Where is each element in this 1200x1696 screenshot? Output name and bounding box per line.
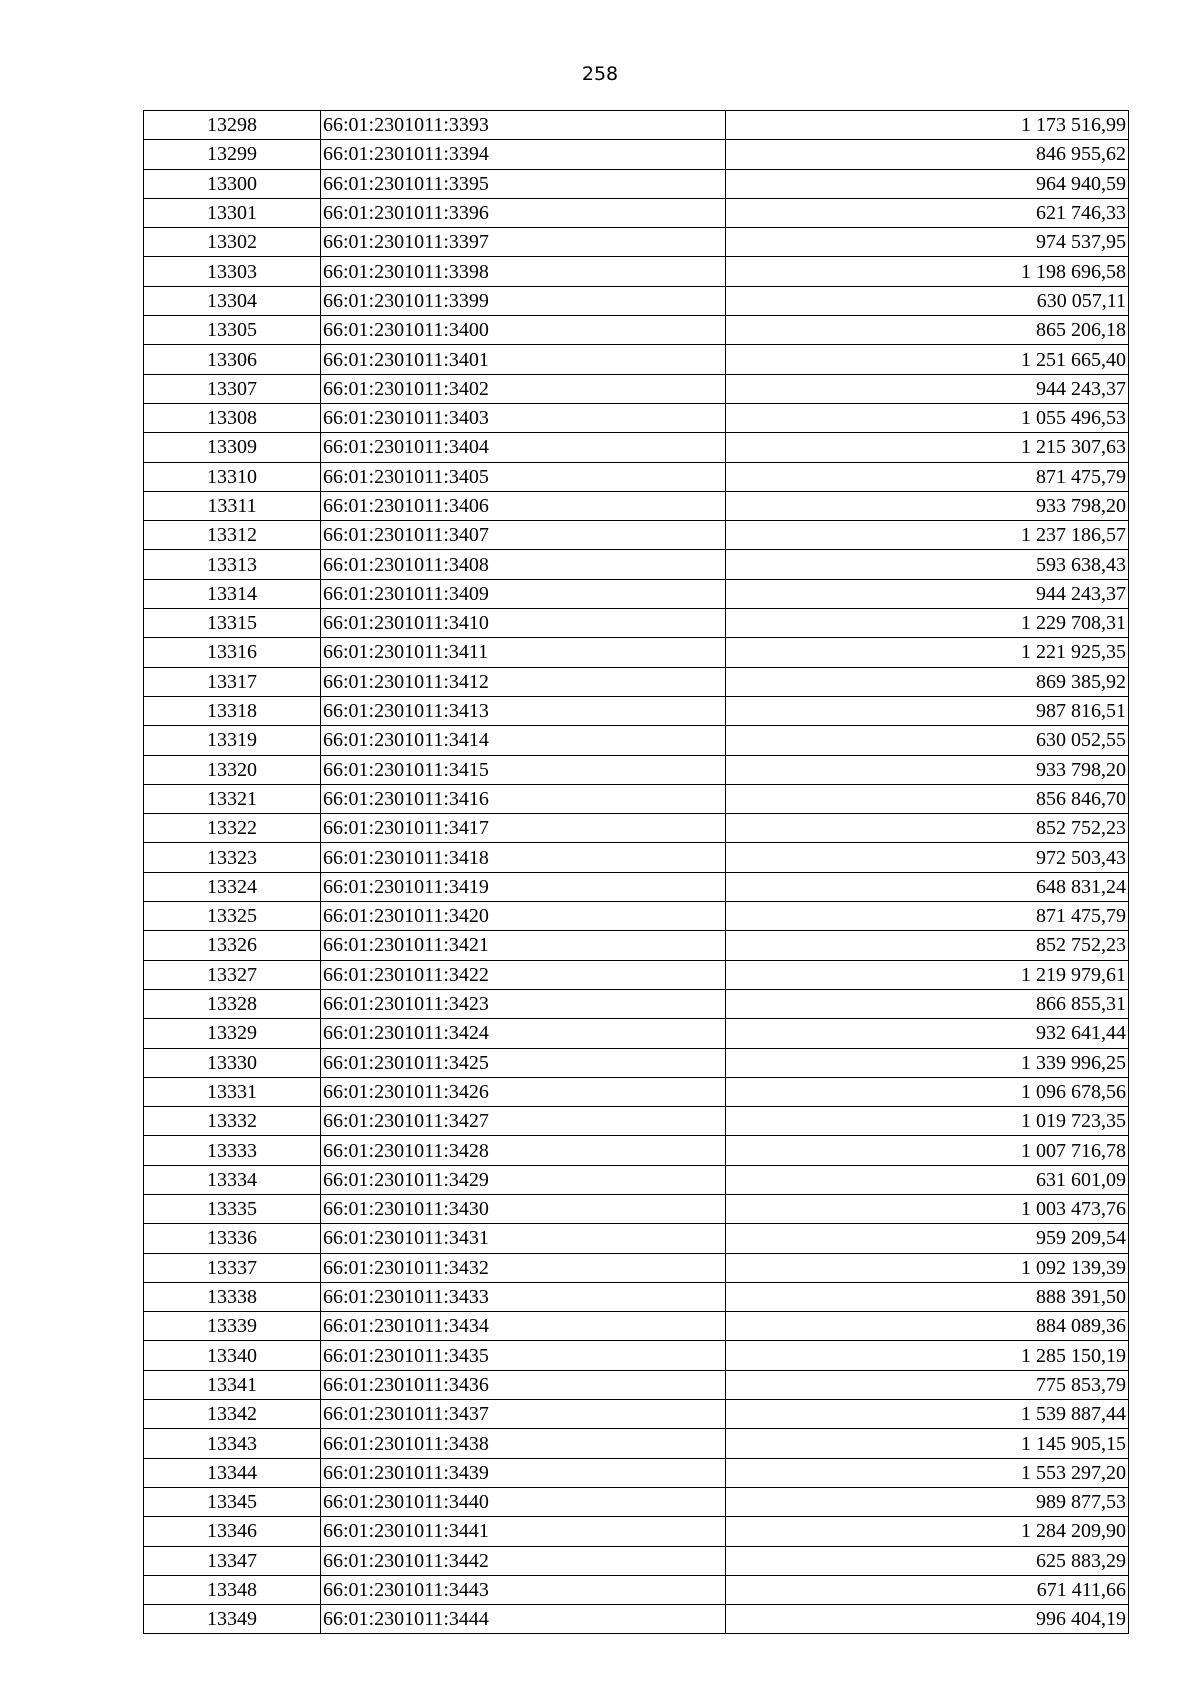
table-row (144, 638, 1129, 667)
cadastral-number-cell: 66:01:2301011:3396 (321, 198, 726, 227)
row-number-cell: 13302 (144, 228, 321, 257)
cadastral-value-cell: 888 391,50 (726, 1282, 1129, 1311)
cadastral-number-cell: 66:01:2301011:3399 (321, 286, 726, 315)
table-row (144, 1136, 1129, 1165)
cadastral-number-cell: 66:01:2301011:3394 (321, 140, 726, 169)
cadastral-number-cell: 66:01:2301011:3429 (321, 1165, 726, 1194)
row-number-cell: 13316 (144, 638, 321, 667)
cadastral-value-cell: 944 243,37 (726, 374, 1129, 403)
cadastral-value-cell: 1 215 307,63 (726, 433, 1129, 462)
cadastral-number-cell: 66:01:2301011:3438 (321, 1429, 726, 1458)
cadastral-number-cell: 66:01:2301011:3393 (321, 111, 726, 140)
row-number-cell: 13343 (144, 1429, 321, 1458)
cadastral-number-cell: 66:01:2301011:3397 (321, 228, 726, 257)
cadastral-value-cell: 865 206,18 (726, 316, 1129, 345)
table-row (144, 198, 1129, 227)
table-row (144, 169, 1129, 198)
cadastral-number-cell: 66:01:2301011:3415 (321, 755, 726, 784)
row-number-cell: 13299 (144, 140, 321, 169)
row-number-cell: 13335 (144, 1194, 321, 1223)
cadastral-value-cell: 964 940,59 (726, 169, 1129, 198)
cadastral-number-cell: 66:01:2301011:3427 (321, 1107, 726, 1136)
cadastral-value-cell: 932 641,44 (726, 1019, 1129, 1048)
page-number: 258 (581, 63, 619, 85)
table-row (144, 1312, 1129, 1341)
table-row (144, 140, 1129, 169)
cadastral-value-cell: 1 229 708,31 (726, 609, 1129, 638)
row-number-cell: 13321 (144, 784, 321, 813)
cadastral-number-cell: 66:01:2301011:3431 (321, 1224, 726, 1253)
cadastral-number-cell: 66:01:2301011:3410 (321, 609, 726, 638)
table-row (144, 1107, 1129, 1136)
row-number-cell: 13349 (144, 1605, 321, 1634)
cadastral-value-cell: 1 221 925,35 (726, 638, 1129, 667)
table-row (144, 228, 1129, 257)
table-row (144, 1194, 1129, 1223)
cadastral-number-cell: 66:01:2301011:3421 (321, 931, 726, 960)
row-number-cell: 13301 (144, 198, 321, 227)
cadastral-number-cell: 66:01:2301011:3424 (321, 1019, 726, 1048)
cadastral-value-cell: 671 411,66 (726, 1575, 1129, 1604)
cadastral-value-cell: 933 798,20 (726, 491, 1129, 520)
cadastral-number-cell: 66:01:2301011:3419 (321, 872, 726, 901)
row-number-cell: 13333 (144, 1136, 321, 1165)
cadastral-value-cell: 871 475,79 (726, 462, 1129, 491)
row-number-cell: 13341 (144, 1370, 321, 1399)
cadastral-number-cell: 66:01:2301011:3434 (321, 1312, 726, 1341)
table-row (144, 931, 1129, 960)
row-number-cell: 13334 (144, 1165, 321, 1194)
row-number-cell: 13313 (144, 550, 321, 579)
table-row (144, 1400, 1129, 1429)
table-row (144, 1253, 1129, 1282)
cadastral-value-cell: 1 019 723,35 (726, 1107, 1129, 1136)
row-number-cell: 13325 (144, 902, 321, 931)
table-row (144, 433, 1129, 462)
cadastral-value-cell: 1 285 150,19 (726, 1341, 1129, 1370)
cadastral-value-cell: 1 003 473,76 (726, 1194, 1129, 1223)
table-row (144, 1575, 1129, 1604)
cadastral-value-cell: 630 057,11 (726, 286, 1129, 315)
row-number-cell: 13314 (144, 579, 321, 608)
table-row (144, 491, 1129, 520)
row-number-cell: 13338 (144, 1282, 321, 1311)
cadastral-number-cell: 66:01:2301011:3428 (321, 1136, 726, 1165)
row-number-cell: 13307 (144, 374, 321, 403)
row-number-cell: 13347 (144, 1546, 321, 1575)
table-row (144, 1224, 1129, 1253)
cadastral-value-cell: 944 243,37 (726, 579, 1129, 608)
cadastral-number-cell: 66:01:2301011:3403 (321, 403, 726, 432)
table-row (144, 814, 1129, 843)
cadastral-value-cell: 630 052,55 (726, 726, 1129, 755)
cadastral-value-cell: 856 846,70 (726, 784, 1129, 813)
table-row (144, 989, 1129, 1018)
cadastral-number-cell: 66:01:2301011:3432 (321, 1253, 726, 1282)
row-number-cell: 13322 (144, 814, 321, 843)
row-number-cell: 13329 (144, 1019, 321, 1048)
table-row (144, 726, 1129, 755)
cadastral-number-cell: 66:01:2301011:3441 (321, 1517, 726, 1546)
cadastral-value-cell: 631 601,09 (726, 1165, 1129, 1194)
cadastral-value-cell: 1 219 979,61 (726, 960, 1129, 989)
row-number-cell: 13320 (144, 755, 321, 784)
cadastral-value-cell: 648 831,24 (726, 872, 1129, 901)
cadastral-number-cell: 66:01:2301011:3411 (321, 638, 726, 667)
row-number-cell: 13323 (144, 843, 321, 872)
cadastral-number-cell: 66:01:2301011:3398 (321, 257, 726, 286)
row-number-cell: 13317 (144, 667, 321, 696)
cadastral-value-cell: 1 539 887,44 (726, 1400, 1129, 1429)
row-number-cell: 13328 (144, 989, 321, 1018)
row-number-cell: 13330 (144, 1048, 321, 1077)
table-body (144, 111, 1129, 1634)
cadastral-number-cell: 66:01:2301011:3413 (321, 696, 726, 725)
cadastral-number-cell: 66:01:2301011:3414 (321, 726, 726, 755)
table-row (144, 1048, 1129, 1077)
cadastral-value-cell: 959 209,54 (726, 1224, 1129, 1253)
row-number-cell: 13310 (144, 462, 321, 491)
cadastral-value-cell: 933 798,20 (726, 755, 1129, 784)
cadastral-value-cell: 871 475,79 (726, 902, 1129, 931)
cadastral-value-cell: 996 404,19 (726, 1605, 1129, 1634)
table-row (144, 755, 1129, 784)
cadastral-number-cell: 66:01:2301011:3436 (321, 1370, 726, 1399)
table-row (144, 1077, 1129, 1106)
cadastral-value-cell: 989 877,53 (726, 1487, 1129, 1516)
table-row (144, 550, 1129, 579)
cadastral-number-cell: 66:01:2301011:3400 (321, 316, 726, 345)
cadastral-value-table (143, 110, 1129, 1634)
table-row (144, 667, 1129, 696)
table-row (144, 345, 1129, 374)
cadastral-number-cell: 66:01:2301011:3409 (321, 579, 726, 608)
row-number-cell: 13332 (144, 1107, 321, 1136)
table-row (144, 1517, 1129, 1546)
row-number-cell: 13312 (144, 521, 321, 550)
row-number-cell: 13309 (144, 433, 321, 462)
table-row (144, 1487, 1129, 1516)
cadastral-value-cell: 1 237 186,57 (726, 521, 1129, 550)
cadastral-number-cell: 66:01:2301011:3405 (321, 462, 726, 491)
table-row (144, 462, 1129, 491)
cadastral-value-cell: 974 537,95 (726, 228, 1129, 257)
cadastral-value-cell: 593 638,43 (726, 550, 1129, 579)
table-row (144, 843, 1129, 872)
cadastral-number-cell: 66:01:2301011:3412 (321, 667, 726, 696)
row-number-cell: 13308 (144, 403, 321, 432)
table-row (144, 960, 1129, 989)
cadastral-value-cell: 869 385,92 (726, 667, 1129, 696)
cadastral-value-cell: 1 096 678,56 (726, 1077, 1129, 1106)
row-number-cell: 13304 (144, 286, 321, 315)
row-number-cell: 13324 (144, 872, 321, 901)
cadastral-number-cell: 66:01:2301011:3402 (321, 374, 726, 403)
row-number-cell: 13311 (144, 491, 321, 520)
row-number-cell: 13342 (144, 1400, 321, 1429)
table-row (144, 521, 1129, 550)
row-number-cell: 13315 (144, 609, 321, 638)
row-number-cell: 13348 (144, 1575, 321, 1604)
table-row (144, 316, 1129, 345)
cadastral-value-cell: 846 955,62 (726, 140, 1129, 169)
row-number-cell: 13339 (144, 1312, 321, 1341)
table-row (144, 1370, 1129, 1399)
row-number-cell: 13337 (144, 1253, 321, 1282)
cadastral-number-cell: 66:01:2301011:3426 (321, 1077, 726, 1106)
cadastral-value-cell: 866 855,31 (726, 989, 1129, 1018)
table-row (144, 257, 1129, 286)
cadastral-value-cell: 1 339 996,25 (726, 1048, 1129, 1077)
cadastral-value-cell: 852 752,23 (726, 814, 1129, 843)
row-number-cell: 13331 (144, 1077, 321, 1106)
cadastral-number-cell: 66:01:2301011:3404 (321, 433, 726, 462)
row-number-cell: 13336 (144, 1224, 321, 1253)
row-number-cell: 13345 (144, 1487, 321, 1516)
cadastral-number-cell: 66:01:2301011:3418 (321, 843, 726, 872)
row-number-cell: 13319 (144, 726, 321, 755)
cadastral-value-cell: 1 284 209,90 (726, 1517, 1129, 1546)
table-row (144, 609, 1129, 638)
row-number-cell: 13298 (144, 111, 321, 140)
cadastral-value-cell: 1 145 905,15 (726, 1429, 1129, 1458)
table-row (144, 1282, 1129, 1311)
cadastral-value-cell: 1 173 516,99 (726, 111, 1129, 140)
table-row (144, 1546, 1129, 1575)
cadastral-number-cell: 66:01:2301011:3416 (321, 784, 726, 813)
cadastral-value-cell: 1 055 496,53 (726, 403, 1129, 432)
table-row (144, 403, 1129, 432)
table-row (144, 374, 1129, 403)
table-row (144, 1429, 1129, 1458)
table-row (144, 579, 1129, 608)
cadastral-number-cell: 66:01:2301011:3435 (321, 1341, 726, 1370)
cadastral-value-cell: 987 816,51 (726, 696, 1129, 725)
cadastral-value-cell: 625 883,29 (726, 1546, 1129, 1575)
cadastral-value-cell: 972 503,43 (726, 843, 1129, 872)
cadastral-number-cell: 66:01:2301011:3395 (321, 169, 726, 198)
cadastral-value-cell: 1 553 297,20 (726, 1458, 1129, 1487)
cadastral-number-cell: 66:01:2301011:3420 (321, 902, 726, 931)
cadastral-number-cell: 66:01:2301011:3425 (321, 1048, 726, 1077)
row-number-cell: 13303 (144, 257, 321, 286)
table-row (144, 902, 1129, 931)
row-number-cell: 13326 (144, 931, 321, 960)
cadastral-number-cell: 66:01:2301011:3439 (321, 1458, 726, 1487)
row-number-cell: 13346 (144, 1517, 321, 1546)
cadastral-number-cell: 66:01:2301011:3422 (321, 960, 726, 989)
row-number-cell: 13306 (144, 345, 321, 374)
cadastral-number-cell: 66:01:2301011:3401 (321, 345, 726, 374)
row-number-cell: 13327 (144, 960, 321, 989)
cadastral-value-cell: 852 752,23 (726, 931, 1129, 960)
table-row (144, 1019, 1129, 1048)
cadastral-value-cell: 621 746,33 (726, 198, 1129, 227)
cadastral-number-cell: 66:01:2301011:3408 (321, 550, 726, 579)
row-number-cell: 13344 (144, 1458, 321, 1487)
table-row (144, 784, 1129, 813)
table-row (144, 872, 1129, 901)
cadastral-number-cell: 66:01:2301011:3440 (321, 1487, 726, 1516)
table-row (144, 696, 1129, 725)
cadastral-value-cell: 1 251 665,40 (726, 345, 1129, 374)
table-row (144, 286, 1129, 315)
cadastral-number-cell: 66:01:2301011:3437 (321, 1400, 726, 1429)
cadastral-value-cell: 1 198 696,58 (726, 257, 1129, 286)
row-number-cell: 13300 (144, 169, 321, 198)
row-number-cell: 13318 (144, 696, 321, 725)
cadastral-number-cell: 66:01:2301011:3417 (321, 814, 726, 843)
table-row (144, 1605, 1129, 1634)
cadastral-number-cell: 66:01:2301011:3433 (321, 1282, 726, 1311)
row-number-cell: 13340 (144, 1341, 321, 1370)
row-number-cell: 13305 (144, 316, 321, 345)
table-row (144, 1341, 1129, 1370)
cadastral-number-cell: 66:01:2301011:3407 (321, 521, 726, 550)
cadastral-number-cell: 66:01:2301011:3430 (321, 1194, 726, 1223)
cadastral-value-cell: 775 853,79 (726, 1370, 1129, 1399)
cadastral-value-cell: 1 007 716,78 (726, 1136, 1129, 1165)
cadastral-number-cell: 66:01:2301011:3443 (321, 1575, 726, 1604)
cadastral-number-cell: 66:01:2301011:3406 (321, 491, 726, 520)
cadastral-number-cell: 66:01:2301011:3444 (321, 1605, 726, 1634)
cadastral-value-cell: 884 089,36 (726, 1312, 1129, 1341)
cadastral-value-cell: 1 092 139,39 (726, 1253, 1129, 1282)
cadastral-number-cell: 66:01:2301011:3442 (321, 1546, 726, 1575)
table-row (144, 111, 1129, 140)
cadastral-number-cell: 66:01:2301011:3423 (321, 989, 726, 1018)
table-row (144, 1458, 1129, 1487)
table-row (144, 1165, 1129, 1194)
